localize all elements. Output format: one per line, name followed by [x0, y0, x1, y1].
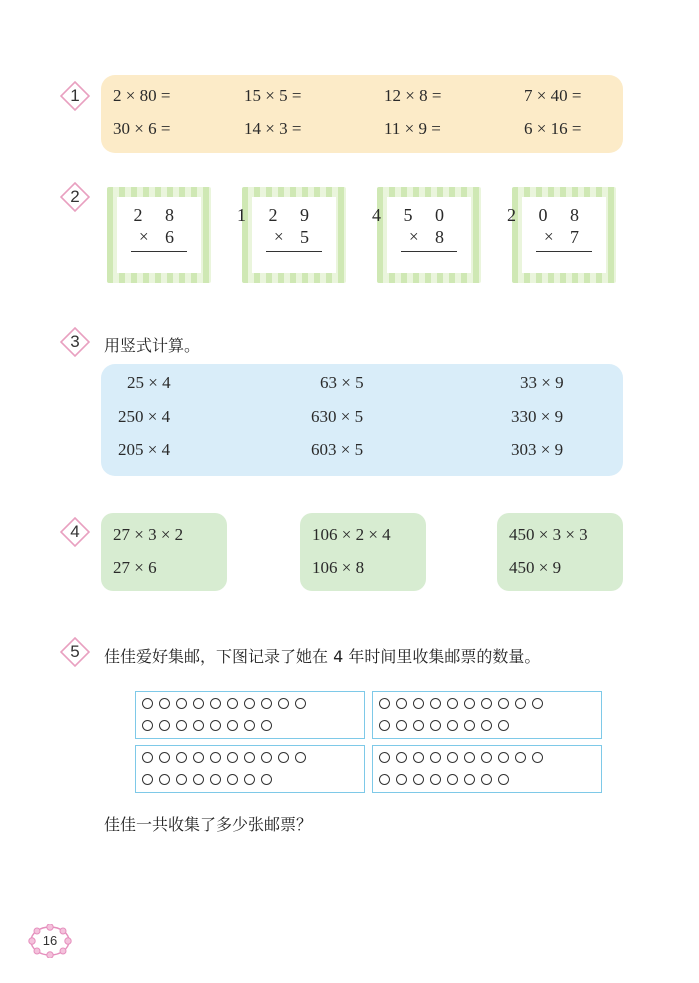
stamp-row	[142, 698, 306, 714]
stamp-circle-icon	[261, 774, 272, 785]
stamp-circle-icon	[193, 774, 204, 785]
stamp-circle-icon	[396, 698, 407, 709]
stamp-circle-icon	[295, 752, 306, 763]
stamp-circle-icon	[159, 720, 170, 731]
stamp-circle-icon	[379, 752, 390, 763]
oral-calc-box	[101, 75, 623, 153]
stamp-circle-icon	[193, 720, 204, 731]
stamp-row	[379, 720, 509, 736]
stamp-circle-icon	[379, 698, 390, 709]
stamp-circle-icon	[176, 720, 187, 731]
expression: 27 × 3 × 2	[113, 525, 184, 544]
stamp-circle-icon	[396, 752, 407, 763]
stamp-circle-icon	[413, 698, 424, 709]
stamp-circle-icon	[481, 720, 492, 731]
stamp-circle-icon	[227, 752, 238, 763]
stamp-circle-icon	[142, 752, 153, 763]
stamp-row	[142, 720, 272, 736]
stamp-circle-icon	[464, 720, 475, 731]
stamp-circle-icon	[261, 752, 272, 763]
compare-calc-box	[101, 513, 227, 591]
multiplier: 7	[570, 227, 588, 247]
expression: 30 × 6 =	[113, 119, 171, 138]
stamp-circle-icon	[498, 698, 509, 709]
stamp-circle-icon	[295, 698, 306, 709]
stamp-circle-icon	[261, 698, 272, 709]
expression: 15 × 5 =	[244, 86, 302, 105]
section-number: 2	[70, 187, 80, 206]
expression: 106 × 2 × 4	[312, 525, 391, 544]
stamp-circle-icon	[210, 698, 221, 709]
stamp-circle-icon	[244, 774, 255, 785]
multiplicand: 2 8	[133, 205, 183, 225]
answer-line	[536, 251, 592, 252]
section-number: 1	[70, 86, 80, 105]
stamp-circle-icon	[515, 698, 526, 709]
stamp-circle-icon	[481, 698, 492, 709]
stamp-year-box	[135, 691, 365, 739]
stamp-circle-icon	[176, 774, 187, 785]
stamp-circle-icon	[532, 752, 543, 763]
stamp-circle-icon	[176, 698, 187, 709]
stamp-circle-icon	[278, 698, 289, 709]
stamp-circle-icon	[430, 752, 441, 763]
expression: 330 × 9	[511, 407, 564, 426]
stamp-circle-icon	[498, 752, 509, 763]
multiplier: 8	[435, 227, 453, 247]
stamp-circle-icon	[142, 720, 153, 731]
stamp-circle-icon	[532, 698, 543, 709]
vertical-calc-box	[101, 364, 623, 476]
expression: 630 × 5	[311, 407, 364, 426]
times-sign: ×	[544, 227, 554, 246]
stamp-circle-icon	[481, 774, 492, 785]
section-3-badge	[60, 327, 90, 357]
expression: 2 × 80 =	[113, 86, 171, 105]
stamp-circle-icon	[227, 720, 238, 731]
stamp-circle-icon	[244, 752, 255, 763]
expression: 14 × 3 =	[244, 119, 302, 138]
multiplicand: 1 2 9	[237, 205, 318, 225]
stamp-circle-icon	[464, 698, 475, 709]
stamp-circle-icon	[447, 774, 458, 785]
expression: 25 × 4	[127, 373, 171, 392]
section-number: 5	[70, 642, 80, 661]
expression: 450 × 9	[509, 558, 562, 577]
section-number: 4	[70, 522, 80, 541]
stamp-circle-icon	[210, 774, 221, 785]
page-number: 16	[42, 933, 58, 948]
vertical-problem-frame	[372, 187, 481, 283]
times-sign: ×	[409, 227, 419, 246]
stamp-circle-icon	[464, 752, 475, 763]
stamp-circle-icon	[498, 720, 509, 731]
stamp-circle-icon	[379, 720, 390, 731]
stamp-circle-icon	[481, 752, 492, 763]
stamp-circle-icon	[193, 752, 204, 763]
section-2-badge	[60, 182, 90, 212]
expression: 33 × 9	[520, 373, 564, 392]
stamp-circle-icon	[244, 720, 255, 731]
expression: 450 × 3 × 3	[509, 525, 588, 544]
expression: 7 × 40 =	[524, 86, 582, 105]
section-4-badge	[60, 517, 90, 547]
vertical-problem-frame	[507, 187, 616, 283]
section-1-badge	[60, 81, 90, 111]
expression: 250 × 4	[118, 407, 171, 426]
multiplier: 6	[165, 227, 183, 247]
expression: 27 × 6	[113, 558, 157, 577]
stamp-circle-icon	[210, 720, 221, 731]
stamp-circle-icon	[379, 774, 390, 785]
expression: 303 × 9	[511, 440, 564, 459]
stamp-row	[379, 774, 509, 790]
stamp-circle-icon	[447, 752, 458, 763]
stamp-circle-icon	[159, 752, 170, 763]
stamp-circle-icon	[159, 698, 170, 709]
expression: 12 × 8 =	[384, 86, 442, 105]
multiplicand: 2 0 8	[507, 205, 588, 225]
stamp-circle-icon	[515, 752, 526, 763]
stamp-circle-icon	[396, 774, 407, 785]
expression: 205 × 4	[118, 440, 171, 459]
multiplicand: 4 5 0	[372, 205, 453, 225]
stamp-circle-icon	[210, 752, 221, 763]
compare-calc-box	[497, 513, 623, 591]
stamp-row	[379, 752, 543, 768]
stamp-circle-icon	[430, 698, 441, 709]
answer-line	[401, 251, 457, 252]
stamp-circle-icon	[413, 774, 424, 785]
stamp-year-box	[372, 691, 602, 739]
stamp-circle-icon	[447, 698, 458, 709]
stamp-circle-icon	[430, 774, 441, 785]
multiplier: 5	[300, 227, 318, 247]
stamp-year-box	[135, 745, 365, 793]
expression: 6 × 16 =	[524, 119, 582, 138]
expression: 11 × 9 =	[384, 119, 441, 138]
stamp-circle-icon	[413, 752, 424, 763]
stamp-circle-icon	[227, 774, 238, 785]
page-number-badge	[28, 924, 72, 958]
stamp-circle-icon	[159, 774, 170, 785]
stamp-circle-icon	[498, 774, 509, 785]
times-sign: ×	[274, 227, 284, 246]
stamp-circle-icon	[447, 720, 458, 731]
section-title: 佳佳爱好集邮，下图记录了她在 4 年时间里收集邮票的数量。	[104, 647, 541, 666]
stamp-row	[379, 698, 543, 714]
stamp-circle-icon	[396, 720, 407, 731]
vertical-problem-frame	[107, 187, 211, 283]
stamp-circle-icon	[278, 752, 289, 763]
stamp-circle-icon	[142, 698, 153, 709]
times-sign: ×	[139, 227, 149, 246]
answer-line	[266, 251, 322, 252]
answer-line	[131, 251, 187, 252]
stamp-circle-icon	[261, 720, 272, 731]
stamp-row	[142, 774, 272, 790]
section-5-badge	[60, 637, 90, 667]
question-text: 佳佳一共收集了多少张邮票？	[104, 815, 313, 834]
stamp-circle-icon	[244, 698, 255, 709]
compare-calc-box	[300, 513, 426, 591]
stamp-circle-icon	[430, 720, 441, 731]
stamp-circle-icon	[413, 720, 424, 731]
stamp-circle-icon	[227, 698, 238, 709]
stamp-year-box	[372, 745, 602, 793]
section-title: 用竖式计算。	[104, 336, 201, 355]
stamp-circle-icon	[193, 698, 204, 709]
stamp-circle-icon	[464, 774, 475, 785]
stamp-circle-icon	[176, 752, 187, 763]
stamp-row	[142, 752, 306, 768]
vertical-problem-frame	[237, 187, 346, 283]
section-number: 3	[70, 332, 80, 351]
expression: 603 × 5	[311, 440, 364, 459]
stamp-circle-icon	[142, 774, 153, 785]
expression: 106 × 8	[312, 558, 365, 577]
expression: 63 × 5	[320, 373, 364, 392]
